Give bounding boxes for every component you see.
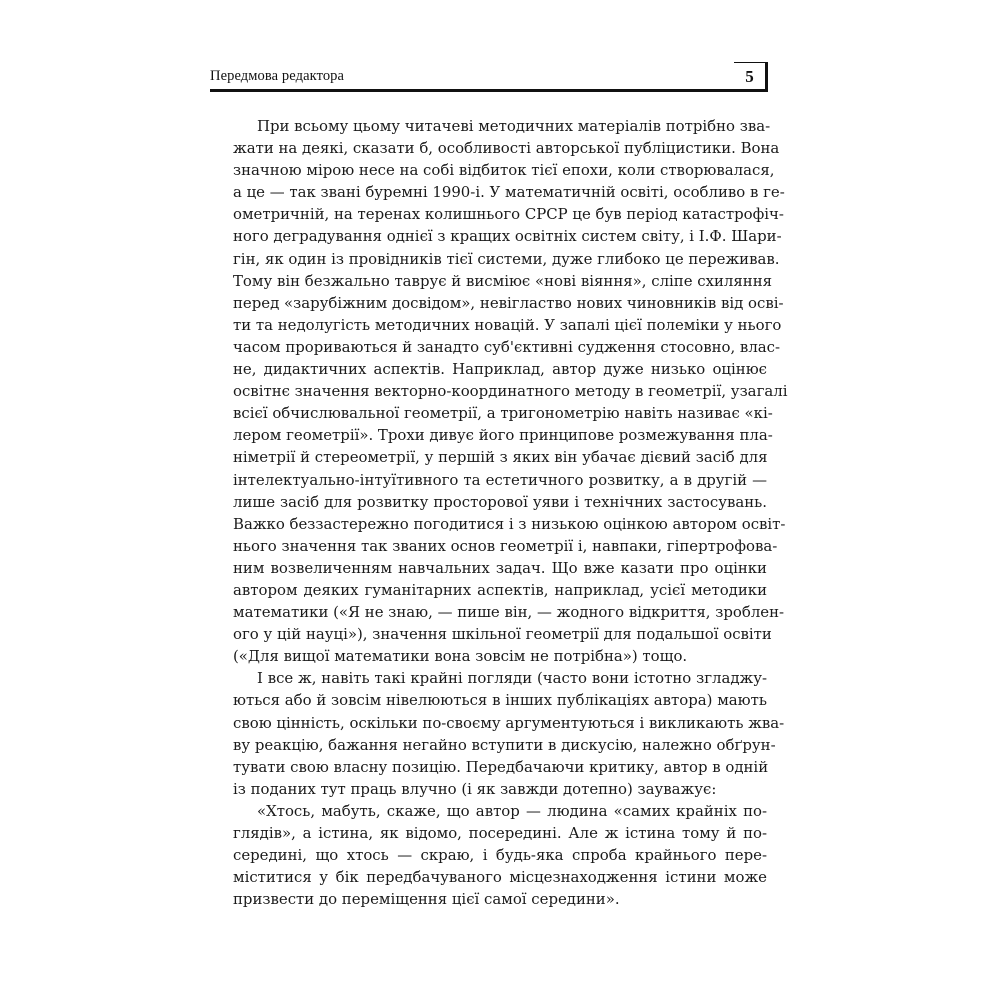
text-line: математики («Я не знаю, — пише він, — жодного відкриття, зроблен- [233, 603, 785, 622]
text-line: лише засіб для розвитку просторової уяви і технічних застосувань. [233, 492, 767, 511]
text-line: ометричній, на теренах колишнього СРСР це був період катастрофіч- [233, 205, 784, 224]
paragraph [211, 800, 767, 910]
text-line: лером геометрії». Трохи дивує його принципове розмежування пла- [233, 426, 773, 445]
text-line: ються або й зовсім нівелюються в інших публікаціях автора) мають [233, 691, 767, 710]
text-line: ого у цій науці»), значення шкільної геометрії для подальшої освіти [233, 625, 772, 644]
text-line: свою цінність, оскільки по-своєму аргументуються і викликають жва- [233, 713, 785, 732]
text-line: жати на деякі, сказати б, особливості авторської публіцистики. Вона [233, 139, 780, 158]
text-line: призвести до переміщення цієї самої середини». [233, 890, 620, 909]
page-number: 5 [745, 67, 754, 86]
text-line: ним возвеличенням навчальних задач. Що вже казати про оцінки [233, 558, 767, 577]
running-header-title: Передмова редактора [210, 68, 345, 84]
text-line: Тому він безжально таврує й висміює «нові віяння», сліпе схиляння [233, 271, 773, 290]
text-line: глядів», а істина, як відомо, посередині. Але ж істина тому й по- [233, 824, 767, 842]
text-line: часом прориваються й занадто суб'єктивні судження стосовно, влас- [233, 337, 781, 356]
text-line: перед «зарубіжним досвідом», невігластво нових чиновників від осві- [233, 293, 784, 312]
running-header [210, 62, 768, 94]
text-line: ти та недолугість методичних новацій. У запалі цієї полеміки у нього [233, 315, 782, 334]
text-line: гін, як один із провідників тієї системи, дуже глибоко це переживав. [233, 249, 780, 268]
text-line: німетрії й стереометрії, у першій з яких він убачає дієвий засіб для [233, 448, 768, 467]
text-line: інтелектуально-інтуїтивного та естетичного розвитку, а в другій — [233, 470, 767, 489]
paragraph [211, 115, 788, 667]
text-line: Важко беззастережно погодитися і з низькою оцінкою автором освіт- [233, 514, 786, 533]
text-line: а це — так звані буремні 1990-і. У математичній освіті, особливо в ге- [233, 183, 785, 202]
text-line: освітнє значення векторно-координатного методу в геометрії, узагалі [233, 382, 788, 401]
text-line: При всьому цьому читачеві методичних матеріалів потрібно зва- [257, 117, 771, 135]
text-line: всієї обчислювальної геометрії, а тригонометрію навіть називає «кі- [233, 404, 773, 423]
text-line: значною мірою несе на собі відбиток тієї епохи, коли створювалася, [233, 161, 775, 180]
text-line: «Хтось, мабуть, скаже, що автор — людина «самих крайніх по- [257, 801, 767, 820]
text-line: тувати свою власну позицію. Передбачаючи критику, автор в одній [233, 757, 769, 776]
text-line: нього значення так званих основ геометрії і, навпаки, гіпертрофова- [233, 536, 778, 555]
paragraph [211, 667, 785, 800]
text-line: не, дидактичних аспектів. Наприклад, автор дуже низько оцінює [233, 360, 767, 379]
text-line: середині, що хтось — скраю, і будь-яка спроба крайнього пере- [233, 846, 767, 865]
text-line: («Для вищої математики вона зовсім не потрібна») тощо. [233, 647, 688, 666]
text-line: міститися у бік передбачуваного місцезнаходження істини може [233, 868, 767, 887]
text-line: ву реакцію, бажання негайно вступити в дискусію, належно обґрун- [233, 735, 776, 754]
body-text [211, 115, 788, 910]
header-rule [210, 89, 768, 92]
text-line: І все ж, навіть такі крайні погляди (часто вони істотно згладжу- [257, 669, 767, 688]
text-line: ного деградування однієї з кращих освітніх систем світу, і І.Ф. Шари- [233, 227, 782, 246]
text-line: із поданих тут праць влучно (і як завжди дотепно) зауважує: [233, 779, 717, 798]
text-line: автором деяких гуманітарних аспектів, наприклад, усієї методики [233, 580, 767, 599]
page-number-box [734, 62, 768, 92]
